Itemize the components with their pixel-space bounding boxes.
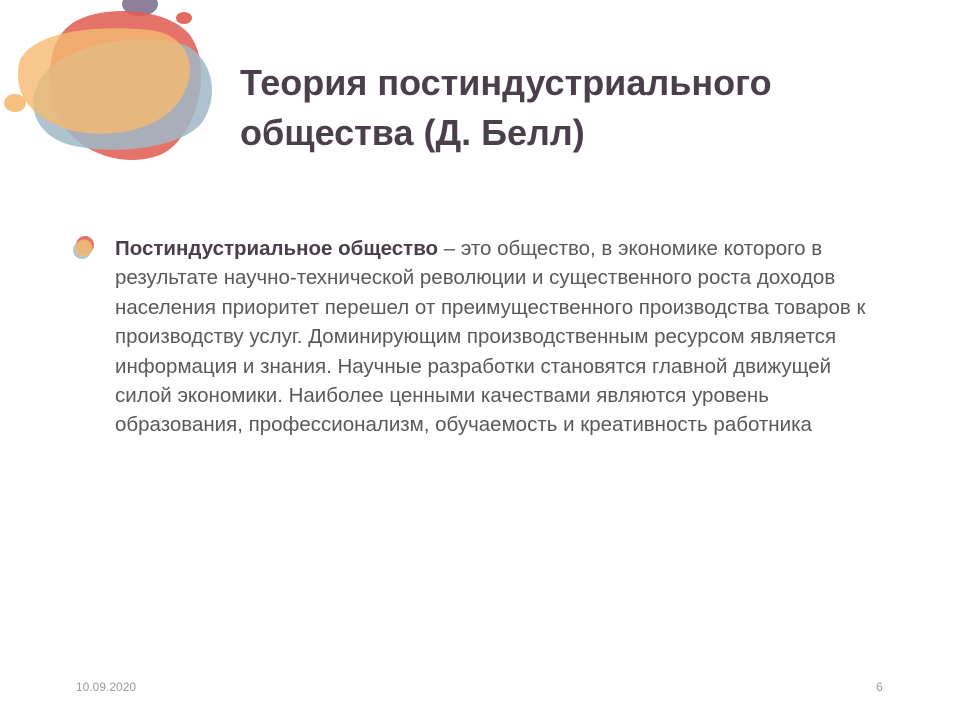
definition-term: Постиндустриальное общество (115, 237, 439, 260)
slide-title: Теория постиндустриального общества (Д. Белл) (240, 62, 772, 153)
page-number: 6 (876, 680, 883, 694)
definition-paragraph (115, 234, 885, 440)
footer-date: 10.09.2020 (76, 680, 137, 694)
definition-text: – это общество, в экономике которого в результате научно-технической революции и существенного роста доходов населения приоритет перешел от преимущественного производства товаров к производству услуг. Доминирующим производственным ресурсом является информация и знания. Научные разработки становятся главной движущей силой экономики. Наиболее ценными качествами являются уровень образования, профессионализм, обучаемость и креативность работника (115, 237, 866, 437)
colorful-blob-bullet-icon (70, 234, 98, 262)
colorful-blobs-decoration (0, 0, 230, 170)
